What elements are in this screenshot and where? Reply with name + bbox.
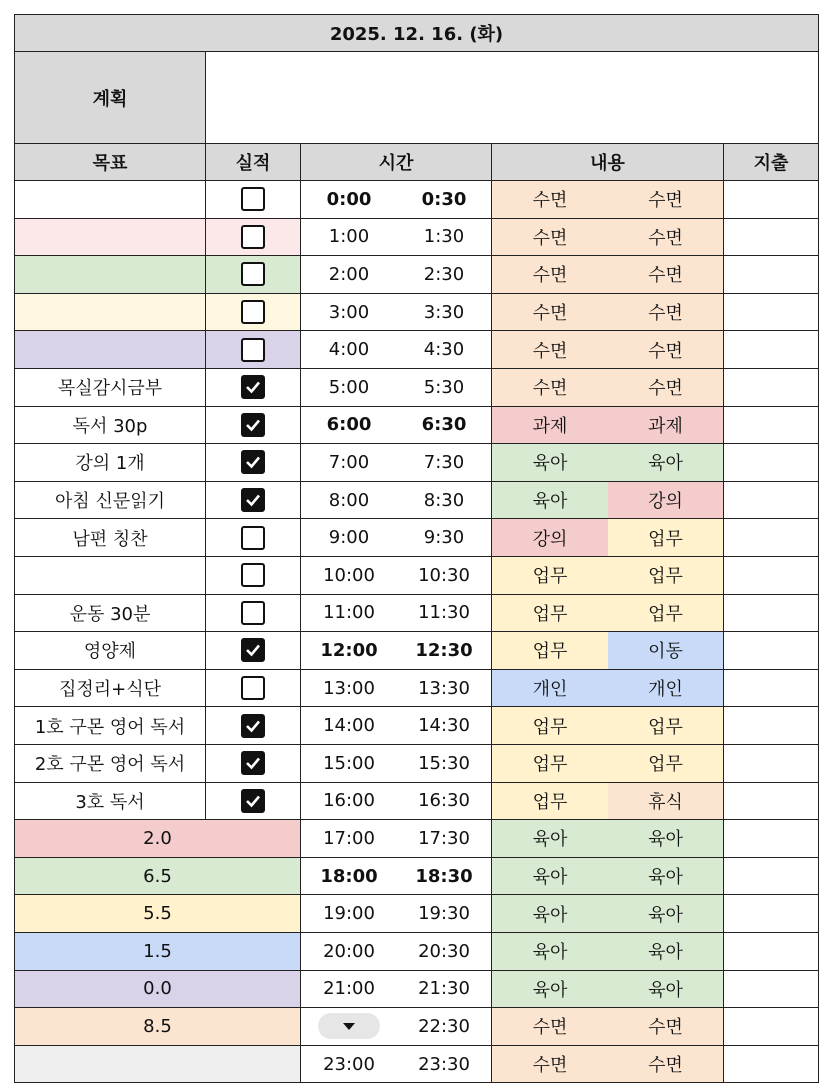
table-row xyxy=(14,256,819,294)
checkbox-checked[interactable] xyxy=(241,751,265,775)
time-dropdown[interactable] xyxy=(318,1013,380,1039)
expense-cell[interactable] xyxy=(724,670,819,708)
table-row xyxy=(14,219,819,257)
expense-cell[interactable] xyxy=(724,595,819,633)
checkbox-unchecked[interactable] xyxy=(241,338,265,362)
time-end-cell[interactable]: 0:30 xyxy=(397,181,492,219)
content-cell[interactable]: 수면 xyxy=(608,219,724,257)
content-cell[interactable]: 육아 xyxy=(492,895,608,933)
table-row xyxy=(14,444,819,482)
content-cell[interactable]: 육아 xyxy=(608,933,724,971)
expense-cell[interactable] xyxy=(724,219,819,257)
time-end-cell[interactable]: 21:30 xyxy=(397,971,492,1009)
content-cell[interactable]: 업무 xyxy=(608,745,724,783)
time-start-cell[interactable]: 8:00 xyxy=(301,482,397,520)
table-row xyxy=(14,557,819,595)
table-row xyxy=(14,745,819,783)
content-cell[interactable]: 수면 xyxy=(492,294,608,332)
check-icon xyxy=(245,793,261,809)
goal-cell[interactable] xyxy=(14,294,206,332)
content-cell[interactable]: 휴식 xyxy=(608,783,724,821)
table-row xyxy=(14,858,819,896)
content-cell[interactable]: 수면 xyxy=(608,1046,724,1084)
table-row xyxy=(14,1008,819,1046)
checkbox-checked[interactable] xyxy=(241,789,265,813)
time-start-cell[interactable]: 19:00 xyxy=(301,895,397,933)
content-cell[interactable]: 육아 xyxy=(492,971,608,1009)
checkbox-unchecked[interactable] xyxy=(241,225,265,249)
content-cell[interactable]: 과제 xyxy=(608,407,724,445)
checkbox-unchecked[interactable] xyxy=(241,563,265,587)
expense-cell[interactable] xyxy=(724,971,819,1009)
check-icon xyxy=(245,454,261,470)
done-cell xyxy=(206,219,301,257)
expense-cell[interactable] xyxy=(724,858,819,896)
content-cell[interactable]: 강의 xyxy=(492,519,608,557)
done-cell xyxy=(206,369,301,407)
content-cell[interactable]: 육아 xyxy=(608,820,724,858)
table-row xyxy=(14,933,819,971)
content-cell[interactable]: 업무 xyxy=(608,557,724,595)
time-start-cell xyxy=(301,1008,397,1046)
checkbox-unchecked[interactable] xyxy=(241,262,265,286)
goal-cell[interactable]: 2호 구몬 영어 독서 xyxy=(14,745,206,783)
content-cell[interactable]: 이동 xyxy=(608,632,724,670)
expense-cell[interactable] xyxy=(724,369,819,407)
expense-cell[interactable] xyxy=(724,632,819,670)
table-row xyxy=(14,519,819,557)
time-end-cell[interactable]: 14:30 xyxy=(397,707,492,745)
summary-value[interactable]: 6.5 xyxy=(14,858,301,896)
table-row xyxy=(14,971,819,1009)
time-start-cell[interactable]: 6:00 xyxy=(301,407,397,445)
done-cell xyxy=(206,595,301,633)
time-start-cell[interactable]: 0:00 xyxy=(301,181,397,219)
goal-cell[interactable]: 목실감시금부 xyxy=(14,369,206,407)
table-row xyxy=(14,407,819,445)
expense-cell[interactable] xyxy=(724,482,819,520)
content-cell[interactable]: 육아 xyxy=(608,444,724,482)
time-end-cell[interactable]: 7:30 xyxy=(397,444,492,482)
time-end-cell[interactable]: 10:30 xyxy=(397,557,492,595)
time-start-cell[interactable]: 16:00 xyxy=(301,783,397,821)
checkbox-unchecked[interactable] xyxy=(241,300,265,324)
time-end-cell[interactable]: 1:30 xyxy=(397,219,492,257)
header-done: 실적 xyxy=(206,144,301,181)
content-cell[interactable]: 육아 xyxy=(492,858,608,896)
done-cell xyxy=(206,256,301,294)
content-cell[interactable]: 업무 xyxy=(608,707,724,745)
goal-cell[interactable] xyxy=(14,256,206,294)
goal-cell[interactable] xyxy=(14,557,206,595)
time-end-cell[interactable]: 11:30 xyxy=(397,595,492,633)
content-cell[interactable]: 수면 xyxy=(608,181,724,219)
table-row xyxy=(14,331,819,369)
content-cell[interactable]: 업무 xyxy=(492,557,608,595)
time-end-cell[interactable]: 8:30 xyxy=(397,482,492,520)
time-start-cell[interactable]: 20:00 xyxy=(301,933,397,971)
summary-value[interactable]: 5.5 xyxy=(14,895,301,933)
checkbox-checked[interactable] xyxy=(241,638,265,662)
table-row xyxy=(14,707,819,745)
done-cell xyxy=(206,294,301,332)
done-cell xyxy=(206,783,301,821)
done-cell xyxy=(206,745,301,783)
goal-cell[interactable]: 아침 신문읽기 xyxy=(14,482,206,520)
content-cell[interactable]: 수면 xyxy=(608,1008,724,1046)
header-time: 시간 xyxy=(301,144,492,181)
checkbox-checked[interactable] xyxy=(241,488,265,512)
content-cell[interactable]: 과제 xyxy=(492,407,608,445)
goal-cell[interactable]: 1호 구몬 영어 독서 xyxy=(14,707,206,745)
expense-cell[interactable] xyxy=(724,519,819,557)
content-cell[interactable]: 개인 xyxy=(608,670,724,708)
done-cell xyxy=(206,519,301,557)
done-cell xyxy=(206,181,301,219)
content-cell[interactable]: 육아 xyxy=(492,820,608,858)
time-end-cell[interactable]: 20:30 xyxy=(397,933,492,971)
done-cell xyxy=(206,670,301,708)
expense-cell[interactable] xyxy=(724,444,819,482)
check-icon xyxy=(245,642,261,658)
goal-cell[interactable]: 독서 30p xyxy=(14,407,206,445)
content-cell[interactable]: 수면 xyxy=(492,1046,608,1084)
expense-cell[interactable] xyxy=(724,331,819,369)
content-cell[interactable]: 수면 xyxy=(608,294,724,332)
content-cell[interactable]: 개인 xyxy=(492,670,608,708)
content-cell[interactable]: 업무 xyxy=(492,595,608,633)
content-cell[interactable]: 업무 xyxy=(608,595,724,633)
time-end-cell[interactable]: 2:30 xyxy=(397,256,492,294)
summary-value[interactable]: 0.0 xyxy=(14,971,301,1009)
time-start-cell[interactable]: 7:00 xyxy=(301,444,397,482)
time-end-cell[interactable]: 3:30 xyxy=(397,294,492,332)
expense-cell[interactable] xyxy=(724,256,819,294)
content-cell[interactable]: 업무 xyxy=(492,745,608,783)
plan-label: 계획 xyxy=(14,52,206,144)
time-end-cell[interactable]: 19:30 xyxy=(397,895,492,933)
expense-cell[interactable] xyxy=(724,745,819,783)
done-cell xyxy=(206,482,301,520)
checkbox-unchecked[interactable] xyxy=(241,676,265,700)
summary-value[interactable]: 8.5 xyxy=(14,1008,301,1046)
content-cell[interactable]: 수면 xyxy=(492,181,608,219)
table-row xyxy=(14,632,819,670)
content-cell[interactable]: 수면 xyxy=(608,256,724,294)
checkbox-unchecked[interactable] xyxy=(241,187,265,211)
goal-cell[interactable]: 강의 1개 xyxy=(14,444,206,482)
content-cell[interactable]: 수면 xyxy=(492,369,608,407)
content-cell[interactable]: 업무 xyxy=(492,707,608,745)
expense-cell[interactable] xyxy=(724,707,819,745)
header-expense: 지출 xyxy=(724,144,819,181)
time-start-cell[interactable]: 9:00 xyxy=(301,519,397,557)
expense-cell[interactable] xyxy=(724,933,819,971)
content-cell[interactable]: 육아 xyxy=(492,444,608,482)
plan-row xyxy=(14,52,819,144)
time-end-cell[interactable]: 16:30 xyxy=(397,783,492,821)
expense-cell[interactable] xyxy=(724,557,819,595)
table-row xyxy=(14,294,819,332)
table-row xyxy=(14,820,819,858)
content-cell[interactable]: 수면 xyxy=(492,219,608,257)
time-start-cell[interactable]: 4:00 xyxy=(301,331,397,369)
table-row xyxy=(14,482,819,520)
content-cell[interactable]: 육아 xyxy=(608,895,724,933)
goal-cell[interactable]: 집정리+식단 xyxy=(14,670,206,708)
time-end-cell[interactable]: 13:30 xyxy=(397,670,492,708)
summary-value[interactable] xyxy=(14,1046,301,1084)
time-end-cell[interactable]: 15:30 xyxy=(397,745,492,783)
goal-cell[interactable]: 3호 독서 xyxy=(14,783,206,821)
chevron-down-icon xyxy=(343,1023,355,1030)
content-cell[interactable]: 업무 xyxy=(492,783,608,821)
goal-cell[interactable] xyxy=(14,219,206,257)
time-start-cell[interactable]: 11:00 xyxy=(301,595,397,633)
time-end-cell[interactable]: 6:30 xyxy=(397,407,492,445)
expense-cell[interactable] xyxy=(724,783,819,821)
header-content: 내용 xyxy=(492,144,724,181)
goal-cell[interactable] xyxy=(14,331,206,369)
time-start-cell[interactable]: 18:00 xyxy=(301,858,397,896)
check-icon xyxy=(245,755,261,771)
time-start-cell[interactable]: 10:00 xyxy=(301,557,397,595)
content-cell[interactable]: 육아 xyxy=(608,971,724,1009)
done-cell xyxy=(206,407,301,445)
check-icon xyxy=(245,417,261,433)
expense-cell[interactable] xyxy=(724,1046,819,1084)
table-row xyxy=(14,369,819,407)
content-cell[interactable]: 수면 xyxy=(608,369,724,407)
content-cell[interactable]: 육아 xyxy=(492,933,608,971)
goal-cell[interactable]: 남편 칭찬 xyxy=(14,519,206,557)
done-cell xyxy=(206,707,301,745)
table-row xyxy=(14,783,819,821)
table-row xyxy=(14,895,819,933)
checkbox-checked[interactable] xyxy=(241,714,265,738)
time-start-cell[interactable]: 13:00 xyxy=(301,670,397,708)
time-start-cell[interactable]: 21:00 xyxy=(301,971,397,1009)
done-cell xyxy=(206,632,301,670)
done-cell xyxy=(206,331,301,369)
plan-text-cell[interactable] xyxy=(206,52,819,144)
time-end-cell[interactable]: 18:30 xyxy=(397,858,492,896)
content-cell[interactable]: 수면 xyxy=(492,1008,608,1046)
time-end-cell[interactable]: 12:30 xyxy=(397,632,492,670)
time-start-cell[interactable]: 5:00 xyxy=(301,369,397,407)
time-start-cell[interactable]: 1:00 xyxy=(301,219,397,257)
content-cell[interactable]: 강의 xyxy=(608,482,724,520)
expense-cell[interactable] xyxy=(724,1008,819,1046)
check-icon xyxy=(245,379,261,395)
title-row xyxy=(14,14,819,52)
content-cell[interactable]: 수면 xyxy=(492,256,608,294)
summary-value[interactable]: 2.0 xyxy=(14,820,301,858)
header-row xyxy=(14,144,819,181)
time-end-cell[interactable]: 4:30 xyxy=(397,331,492,369)
time-start-cell[interactable]: 12:00 xyxy=(301,632,397,670)
summary-value[interactable]: 1.5 xyxy=(14,933,301,971)
expense-cell[interactable] xyxy=(724,407,819,445)
table-row xyxy=(14,181,819,219)
table-row xyxy=(14,1046,819,1084)
done-cell xyxy=(206,557,301,595)
expense-cell[interactable] xyxy=(724,181,819,219)
done-cell xyxy=(206,444,301,482)
time-start-cell[interactable]: 14:00 xyxy=(301,707,397,745)
time-start-cell[interactable]: 23:00 xyxy=(301,1046,397,1084)
checkbox-checked[interactable] xyxy=(241,375,265,399)
time-end-cell[interactable]: 9:30 xyxy=(397,519,492,557)
date-title[interactable]: 2025. 12. 16. (화) xyxy=(14,14,819,52)
time-start-cell[interactable]: 3:00 xyxy=(301,294,397,332)
content-cell[interactable]: 업무 xyxy=(608,519,724,557)
content-cell[interactable]: 육아 xyxy=(492,482,608,520)
time-start-cell[interactable]: 2:00 xyxy=(301,256,397,294)
table-row xyxy=(14,670,819,708)
time-start-cell[interactable]: 17:00 xyxy=(301,820,397,858)
goal-cell[interactable] xyxy=(14,181,206,219)
checkbox-checked[interactable] xyxy=(241,413,265,437)
content-cell[interactable]: 수면 xyxy=(492,331,608,369)
header-goal: 목표 xyxy=(14,144,206,181)
goal-cell[interactable]: 운동 30분 xyxy=(14,595,206,633)
time-end-cell[interactable]: 23:30 xyxy=(397,1046,492,1084)
check-icon xyxy=(245,718,261,734)
expense-cell[interactable] xyxy=(724,294,819,332)
goal-cell[interactable]: 영양제 xyxy=(14,632,206,670)
content-cell[interactable]: 업무 xyxy=(492,632,608,670)
content-cell[interactable]: 육아 xyxy=(608,858,724,896)
time-start-cell[interactable]: 15:00 xyxy=(301,745,397,783)
checkbox-unchecked[interactable] xyxy=(241,601,265,625)
time-end-cell[interactable]: 17:30 xyxy=(397,820,492,858)
expense-cell[interactable] xyxy=(724,820,819,858)
table-row xyxy=(14,595,819,633)
time-end-cell[interactable]: 5:30 xyxy=(397,369,492,407)
content-cell[interactable]: 수면 xyxy=(608,331,724,369)
checkbox-unchecked[interactable] xyxy=(241,526,265,550)
expense-cell[interactable] xyxy=(724,895,819,933)
check-icon xyxy=(245,492,261,508)
time-end-cell[interactable]: 22:30 xyxy=(397,1008,492,1046)
checkbox-checked[interactable] xyxy=(241,450,265,474)
